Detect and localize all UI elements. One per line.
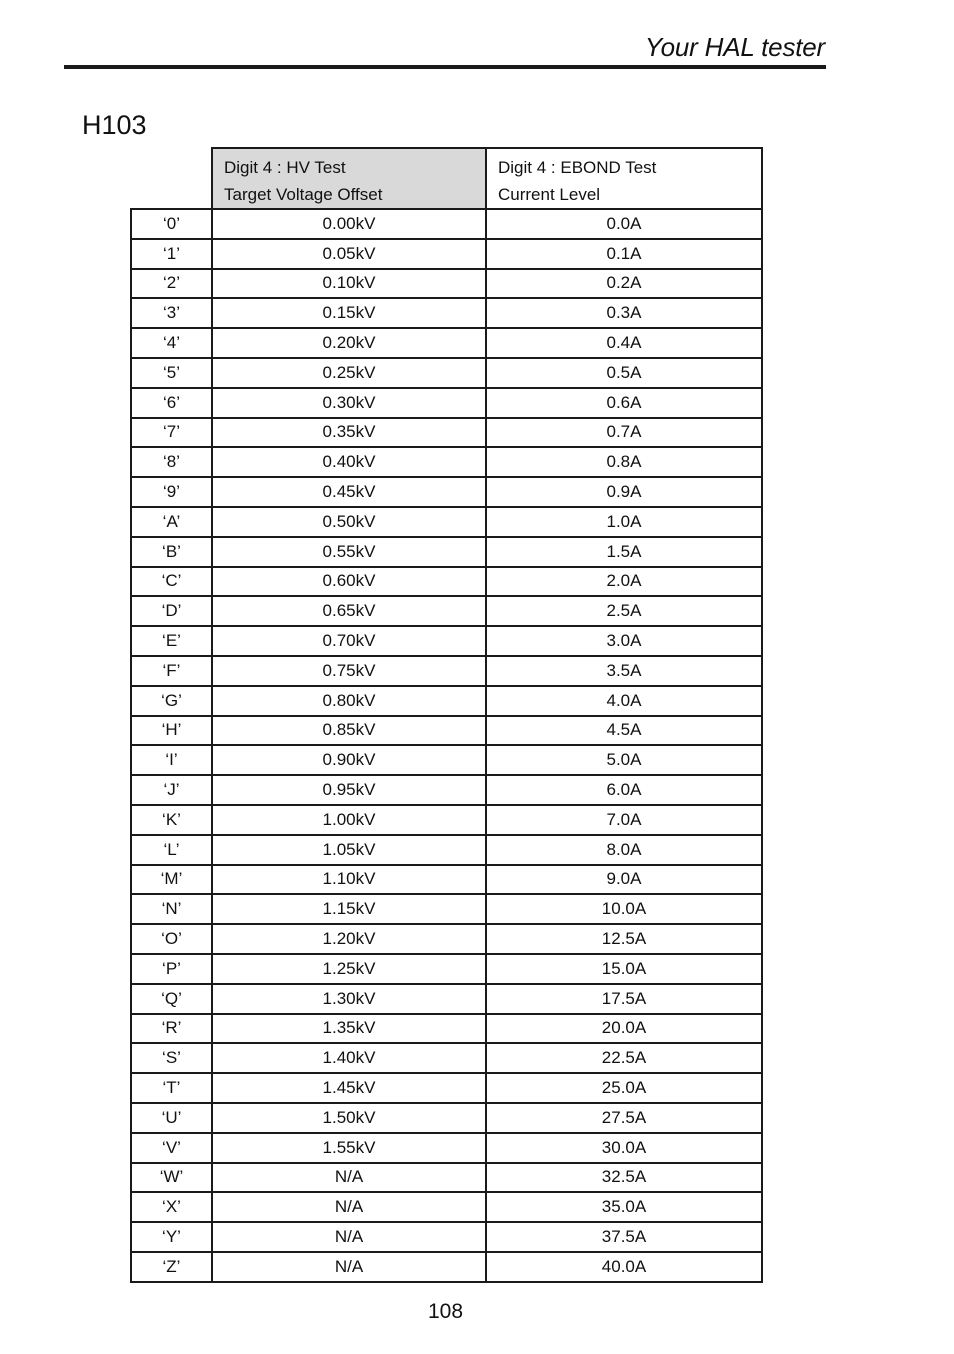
- digit-code-cell: ‘Q’: [131, 984, 212, 1014]
- table-row: [131, 894, 762, 924]
- hv-offset-cell: 1.05kV: [212, 835, 486, 865]
- digit-code-cell: ‘N’: [131, 894, 212, 924]
- table-row: [131, 358, 762, 388]
- section-title: H103: [82, 110, 147, 140]
- running-header: Your HAL tester: [644, 32, 825, 62]
- digit-code-cell: ‘D’: [131, 596, 212, 626]
- table-row: [131, 805, 762, 835]
- digit-code-cell: ‘S’: [131, 1043, 212, 1073]
- digit-code-cell: ‘0’: [131, 209, 212, 239]
- digit-code-cell: ‘5’: [131, 358, 212, 388]
- table-row: [131, 835, 762, 865]
- table-row: [131, 269, 762, 299]
- hv-offset-cell: 0.80kV: [212, 686, 486, 716]
- digit-code-cell: ‘7’: [131, 418, 212, 448]
- ebond-current-cell: 6.0A: [486, 775, 762, 805]
- table-row: [131, 596, 762, 626]
- hv-offset-cell: 1.15kV: [212, 894, 486, 924]
- hv-offset-cell: 1.45kV: [212, 1073, 486, 1103]
- ebond-header-line2: Current Level: [498, 185, 601, 204]
- table-row: [131, 1073, 762, 1103]
- digit-code-cell: ‘M’: [131, 865, 212, 895]
- table-row: [131, 537, 762, 567]
- ebond-current-cell: 30.0A: [486, 1133, 762, 1163]
- table-row: [131, 328, 762, 358]
- table-row: [131, 984, 762, 1014]
- table-row: [131, 388, 762, 418]
- hv-offset-cell: 0.70kV: [212, 626, 486, 656]
- digit-code-cell: ‘Y’: [131, 1222, 212, 1252]
- table-header: [131, 148, 762, 209]
- table-row: [131, 1043, 762, 1073]
- table-row: [131, 1014, 762, 1044]
- hv-offset-cell: 0.75kV: [212, 656, 486, 686]
- ebond-current-cell: 25.0A: [486, 1073, 762, 1103]
- ebond-current-cell: 1.0A: [486, 507, 762, 537]
- digit-code-cell: ‘1’: [131, 239, 212, 269]
- digit-code-cell: ‘T’: [131, 1073, 212, 1103]
- table-row: [131, 924, 762, 954]
- table-row: [131, 1192, 762, 1222]
- ebond-current-cell: 0.5A: [486, 358, 762, 388]
- hv-header-line1: Digit 4 : HV Test: [224, 158, 346, 177]
- digit-code-cell: ‘2’: [131, 269, 212, 299]
- ebond-current-cell: 32.5A: [486, 1163, 762, 1193]
- hv-offset-cell: 0.50kV: [212, 507, 486, 537]
- hv-offset-cell: 0.10kV: [212, 269, 486, 299]
- ebond-current-cell: 4.0A: [486, 686, 762, 716]
- hv-offset-cell: 0.40kV: [212, 447, 486, 477]
- table-row: [131, 1133, 762, 1163]
- ebond-current-cell: 15.0A: [486, 954, 762, 984]
- hv-offset-cell: N/A: [212, 1163, 486, 1193]
- ebond-current-cell: 20.0A: [486, 1014, 762, 1044]
- table-row: [131, 775, 762, 805]
- table-row: [131, 507, 762, 537]
- table-row: [131, 567, 762, 597]
- digit-code-cell: ‘B’: [131, 537, 212, 567]
- hv-offset-cell: 1.00kV: [212, 805, 486, 835]
- hv-offset-cell: 0.55kV: [212, 537, 486, 567]
- ebond-current-cell: 0.3A: [486, 298, 762, 328]
- digit-code-cell: ‘U’: [131, 1103, 212, 1133]
- ebond-current-cell: 2.5A: [486, 596, 762, 626]
- table-row: [131, 477, 762, 507]
- ebond-current-cell: 3.0A: [486, 626, 762, 656]
- ebond-current-cell: 40.0A: [486, 1252, 762, 1282]
- digit-code-cell: ‘O’: [131, 924, 212, 954]
- digit-code-cell: ‘8’: [131, 447, 212, 477]
- digit-code-cell: ‘4’: [131, 328, 212, 358]
- digit-code-cell: ‘3’: [131, 298, 212, 328]
- ebond-current-cell: 0.4A: [486, 328, 762, 358]
- code-table: [130, 147, 763, 1283]
- ebond-current-cell: 7.0A: [486, 805, 762, 835]
- table-body: [131, 209, 762, 1282]
- ebond-current-cell: 12.5A: [486, 924, 762, 954]
- ebond-test-column-header: [486, 148, 762, 209]
- ebond-current-cell: 0.0A: [486, 209, 762, 239]
- digit-code-cell: ‘I’: [131, 745, 212, 775]
- digit-code-cell: ‘V’: [131, 1133, 212, 1163]
- hv-offset-cell: 0.35kV: [212, 418, 486, 448]
- hv-offset-cell: 1.35kV: [212, 1014, 486, 1044]
- ebond-current-cell: 27.5A: [486, 1103, 762, 1133]
- table-row: [131, 239, 762, 269]
- hv-offset-cell: 0.60kV: [212, 567, 486, 597]
- ebond-current-cell: 35.0A: [486, 1192, 762, 1222]
- table-row: [131, 686, 762, 716]
- table-row: [131, 865, 762, 895]
- header-rule: [64, 65, 826, 69]
- ebond-current-cell: 5.0A: [486, 745, 762, 775]
- hv-offset-cell: 0.95kV: [212, 775, 486, 805]
- ebond-current-cell: 0.1A: [486, 239, 762, 269]
- table-row: [131, 447, 762, 477]
- digit-code-cell: ‘L’: [131, 835, 212, 865]
- hv-offset-cell: 1.50kV: [212, 1103, 486, 1133]
- digit-code-cell: ‘J’: [131, 775, 212, 805]
- table-row: [131, 716, 762, 746]
- digit-code-cell: ‘W’: [131, 1163, 212, 1193]
- hv-offset-cell: 0.45kV: [212, 477, 486, 507]
- table-corner-cell: [131, 148, 212, 209]
- ebond-header-line1: Digit 4 : EBOND Test: [498, 158, 657, 177]
- hv-offset-cell: 0.15kV: [212, 298, 486, 328]
- digit-code-cell: ‘E’: [131, 626, 212, 656]
- ebond-current-cell: 10.0A: [486, 894, 762, 924]
- digit-code-cell: ‘P’: [131, 954, 212, 984]
- table-row: [131, 1222, 762, 1252]
- ebond-current-cell: 0.2A: [486, 269, 762, 299]
- table-row: [131, 954, 762, 984]
- digit-code-cell: ‘9’: [131, 477, 212, 507]
- table-header-row: [131, 148, 762, 209]
- ebond-current-cell: 37.5A: [486, 1222, 762, 1252]
- hv-offset-cell: 1.30kV: [212, 984, 486, 1014]
- digit-code-cell: ‘Z’: [131, 1252, 212, 1282]
- digit-code-cell: ‘X’: [131, 1192, 212, 1222]
- hv-offset-cell: 1.55kV: [212, 1133, 486, 1163]
- hv-offset-cell: N/A: [212, 1252, 486, 1282]
- digit-code-cell: ‘G’: [131, 686, 212, 716]
- table-row: [131, 745, 762, 775]
- hv-offset-cell: 0.20kV: [212, 328, 486, 358]
- table-row: [131, 418, 762, 448]
- digit-code-cell: ‘K’: [131, 805, 212, 835]
- hv-offset-cell: N/A: [212, 1192, 486, 1222]
- hv-offset-cell: 0.85kV: [212, 716, 486, 746]
- hv-offset-cell: 0.00kV: [212, 209, 486, 239]
- ebond-current-cell: 8.0A: [486, 835, 762, 865]
- ebond-current-cell: 0.9A: [486, 477, 762, 507]
- ebond-current-cell: 0.8A: [486, 447, 762, 477]
- hv-offset-cell: 0.30kV: [212, 388, 486, 418]
- hv-test-column-header: [212, 148, 486, 209]
- table-row: [131, 1252, 762, 1282]
- digit-code-cell: ‘6’: [131, 388, 212, 418]
- table-row: [131, 1163, 762, 1193]
- ebond-current-cell: 2.0A: [486, 567, 762, 597]
- digit-code-cell: ‘A’: [131, 507, 212, 537]
- digit-code-cell: ‘C’: [131, 567, 212, 597]
- hv-header-line2: Target Voltage Offset: [224, 185, 383, 204]
- hv-offset-cell: 0.90kV: [212, 745, 486, 775]
- ebond-current-cell: 3.5A: [486, 656, 762, 686]
- hv-offset-cell: 1.40kV: [212, 1043, 486, 1073]
- table-row: [131, 626, 762, 656]
- hv-offset-cell: 1.20kV: [212, 924, 486, 954]
- hv-offset-cell: N/A: [212, 1222, 486, 1252]
- hv-offset-cell: 0.65kV: [212, 596, 486, 626]
- ebond-current-cell: 4.5A: [486, 716, 762, 746]
- table-row: [131, 1103, 762, 1133]
- table-row: [131, 298, 762, 328]
- digit-code-cell: ‘F’: [131, 656, 212, 686]
- ebond-current-cell: 17.5A: [486, 984, 762, 1014]
- table-row: [131, 656, 762, 686]
- hv-offset-cell: 1.10kV: [212, 865, 486, 895]
- hv-offset-cell: 1.25kV: [212, 954, 486, 984]
- ebond-current-cell: 22.5A: [486, 1043, 762, 1073]
- page-number: 108: [427, 1300, 464, 1323]
- ebond-current-cell: 9.0A: [486, 865, 762, 895]
- digit-code-cell: ‘R’: [131, 1014, 212, 1044]
- table-row: [131, 209, 762, 239]
- code-table-container: [130, 147, 761, 1283]
- digit-code-cell: ‘H’: [131, 716, 212, 746]
- ebond-current-cell: 0.7A: [486, 418, 762, 448]
- hv-offset-cell: 0.25kV: [212, 358, 486, 388]
- hv-offset-cell: 0.05kV: [212, 239, 486, 269]
- ebond-current-cell: 0.6A: [486, 388, 762, 418]
- ebond-current-cell: 1.5A: [486, 537, 762, 567]
